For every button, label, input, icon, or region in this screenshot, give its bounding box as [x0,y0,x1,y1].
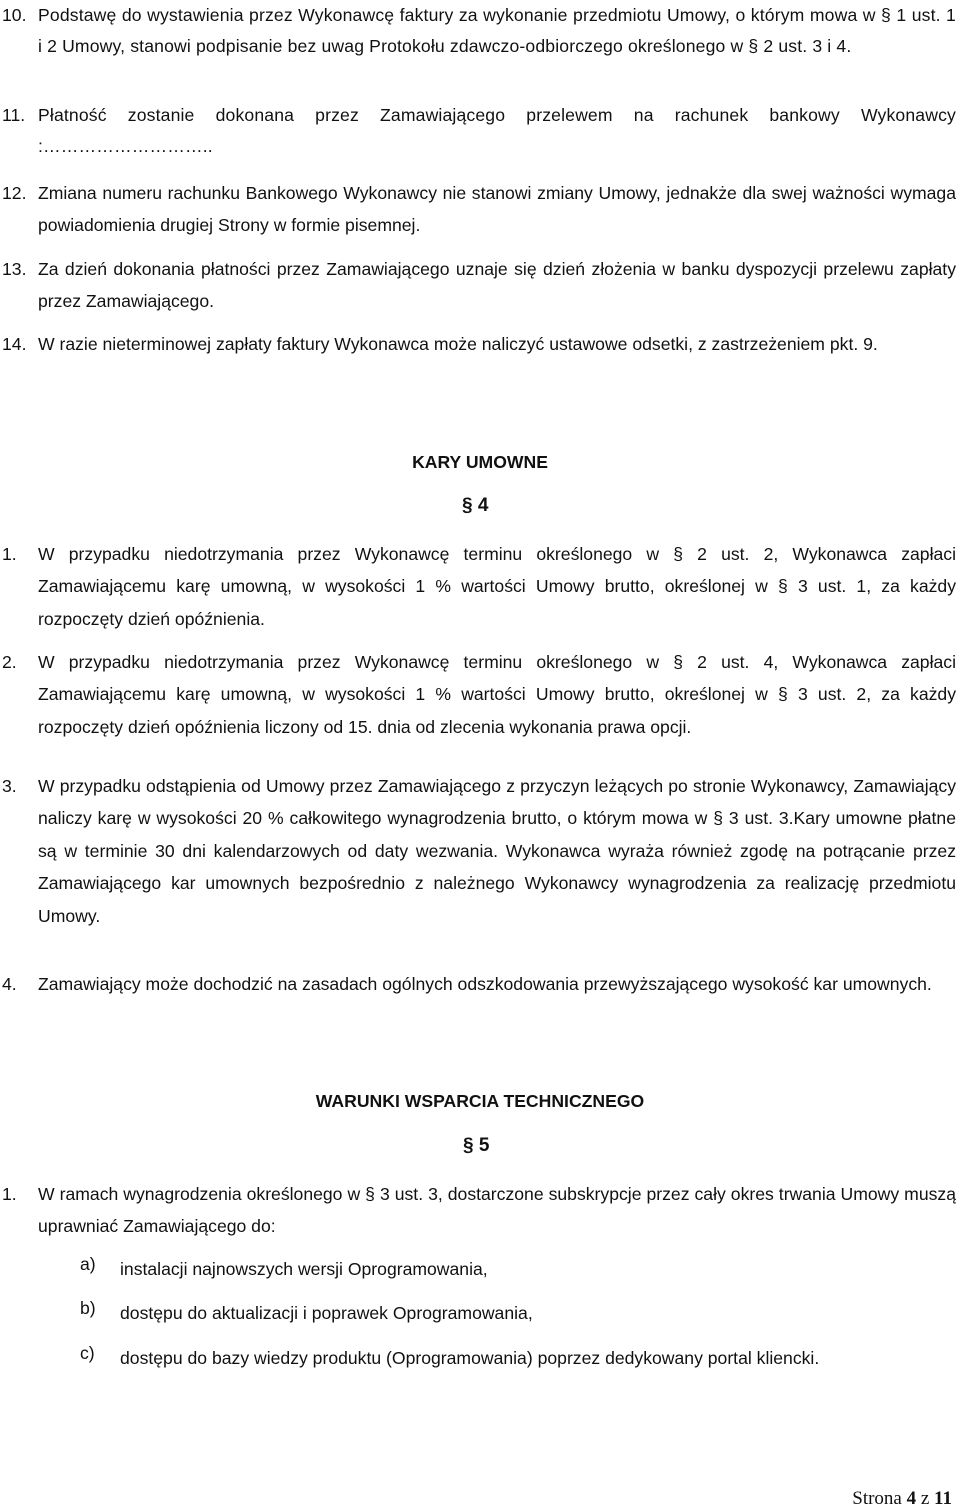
list-item-kary-4 [0,968,960,1000]
section-heading-kary: KARY UMOWNE [412,452,548,472]
list-item-12 [0,177,960,242]
sub-item-text: dostępu do aktualizacji i poprawek Oprogramowania, [120,1303,533,1323]
item-text: Płatność zostanie dokonana przez Zamawiającego przelewem na rachunek bankowy Wykonawcy :……………………….. [38,105,956,156]
item-number: 4. [2,974,17,994]
list-item-kary-1 [0,538,960,635]
item-text: Zmiana numeru rachunku Bankowego Wykonawcy nie stanowi zmiany Umowy, jednakże dla swej ważności wymaga powiadomienia drugiej Strony w formie pisemnej. [38,183,956,236]
list-item-kary-2 [0,646,960,743]
sub-item-letter: a) [80,1254,96,1274]
page-footer [852,1488,952,1510]
item-number: 2. [2,652,17,672]
item-number: 12. [2,183,27,203]
footer-prefix: Strona [852,1488,907,1509]
section-mark-4: § 4 [462,495,489,516]
item-text: Podstawę do wystawienia przez Wykonawcę faktury za wykonanie przedmiotu Umowy, o którym mowa w § 1 ust. 1 i 2 Umowy, stanowi podpisanie bez uwag Protokołu zdawczo-odbiorczego określonego w § 2 ust. 3 i 4. [38,5,956,56]
footer-middle: z [916,1488,935,1509]
footer-total-pages: 11 [934,1488,952,1509]
sub-item-c [0,1343,960,1374]
item-number: 1. [2,544,17,564]
item-number: 10. [2,5,27,25]
list-item-14 [0,328,960,360]
section-heading-wsparcie: WARUNKI WSPARCIA TECHNICZNEGO [315,1091,645,1111]
item-text: W razie nieterminowej zapłaty faktury Wykonawca może naliczyć ustawowe odsetki, z zastrzeżeniem pkt. 9. [38,334,878,354]
list-item-11 [0,100,960,162]
list-item-kary-3 [0,770,960,932]
item-number: 1. [2,1184,17,1204]
item-text: Zamawiający może dochodzić na zasadach ogólnych odszkodowania przewyższającego wysokość kar umownych. [38,974,932,994]
item-number: 3. [2,776,17,796]
footer-current-page: 4 [906,1488,917,1509]
sub-item-text: dostępu do bazy wiedzy produktu (Oprogramowania) poprzez dedykowany portal kliencki. [120,1348,820,1368]
item-text: W przypadku niedotrzymania przez Wykonawcę terminu określonego w § 2 ust. 4, Wykonawca zapłaci Zamawiającemu karę umowną, w wysokości 1 % wartości Umowy brutto, określonej w § 3 ust. 2, za każdy rozpoczęty dzień opóźnienia liczony od 15. dnia od zlecenia wykonania prawa opcji. [38,652,956,737]
section-mark-5: § 5 [463,1135,490,1156]
sub-item-a [0,1254,960,1285]
list-item-10 [0,0,960,62]
sub-item-text: instalacji najnowszych wersji Oprogramowania, [120,1259,488,1279]
item-number: 13. [2,259,27,279]
item-text: W ramach wynagrodzenia określonego w § 3 ust. 3, dostarczone subskrypcje przez cały okres trwania Umowy muszą uprawniać Zamawiającego do: [38,1184,956,1237]
sub-item-letter: c) [80,1343,95,1363]
list-item-wsparcie-1 [0,1178,960,1243]
sub-item-letter: b) [80,1298,96,1318]
item-number: 14. [2,334,27,354]
item-number: 11. [2,105,26,125]
item-text: Za dzień dokonania płatności przez Zamawiającego uznaje się dzień złożenia w banku dyspozycji przelewu zapłaty przez Zamawiającego. [38,259,956,312]
item-text: W przypadku odstąpienia od Umowy przez Zamawiającego z przyczyn leżących po stronie Wykonawcy, Zamawiający naliczy karę w wysokości 20 % całkowitego wynagrodzenia brutto, o którym mowa w § 3 ust. 3.Kary umowne płatne są w terminie 30 dni kalendarzowych od daty wezwania. Wykonawca wyraża również zgodę na potrącanie przez Zamawiającego kar umownych bezpośrednio z należnego Wykonawcy wynagrodzenia za realizację przedmiotu Umowy. [38,776,956,926]
list-item-13 [0,253,960,318]
sub-item-b [0,1298,960,1329]
item-text: W przypadku niedotrzymania przez Wykonawcę terminu określonego w § 2 ust. 2, Wykonawca zapłaci Zamawiającemu karę umowną, w wysokości 1 % wartości Umowy brutto, określonej w § 3 ust. 1, za każdy rozpoczęty dzień opóźnienia. [38,544,956,629]
